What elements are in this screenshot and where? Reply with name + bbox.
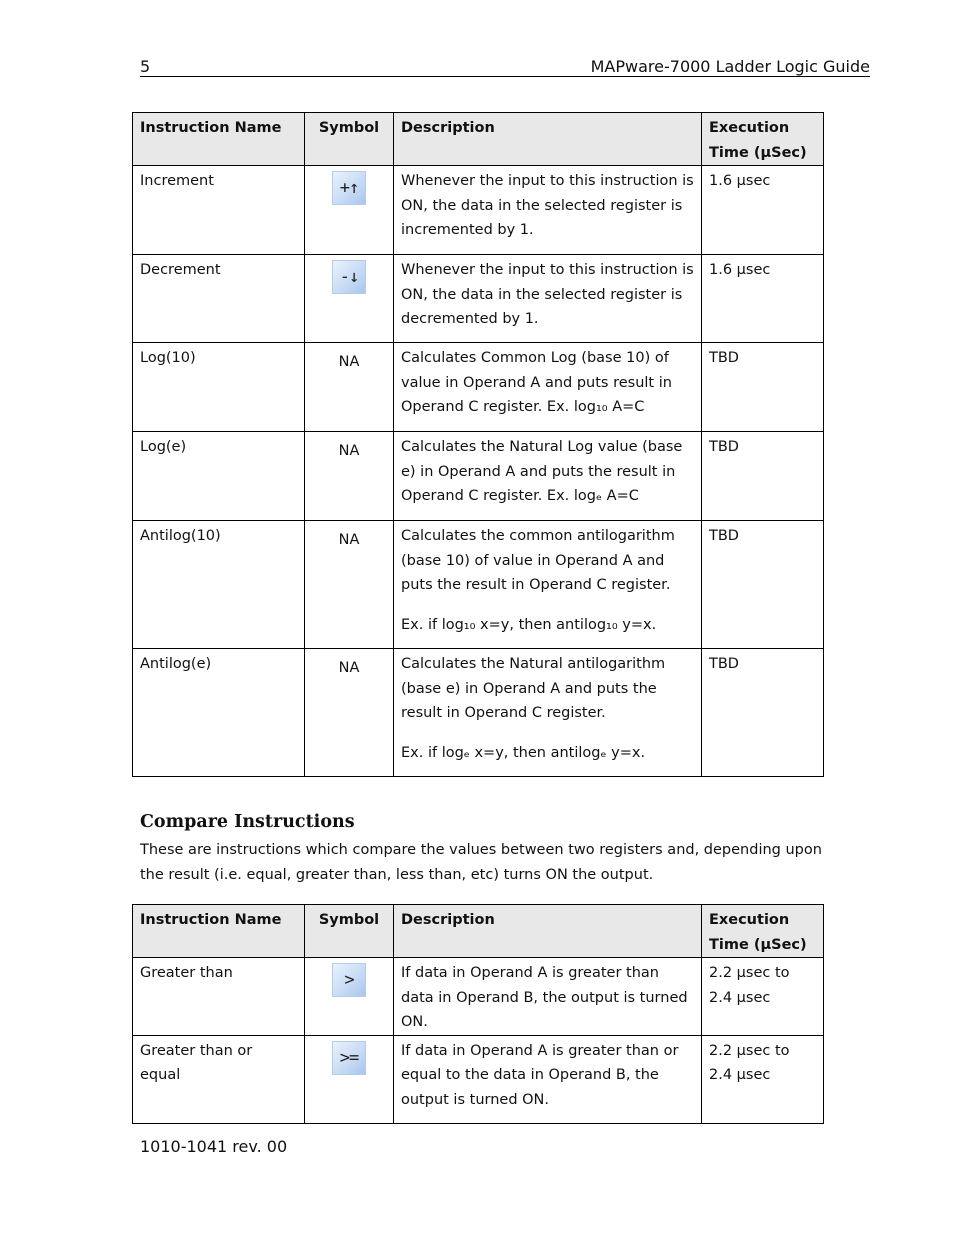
col-header-symbol: Symbol: [305, 905, 394, 958]
description-text: Whenever the input to this instruction is ON, the data in the selected register is incremented by 1.: [401, 173, 694, 238]
symbol-cell: [305, 343, 394, 432]
instruction-name: Antilog(e): [133, 649, 305, 777]
execution-time: 2.2 µsec to 2.4 µsec: [702, 1035, 824, 1123]
symbol-cell: [305, 432, 394, 521]
col-header-time: Execution Time (µSec): [702, 905, 824, 958]
table-header-row: [133, 113, 824, 166]
instruction-table-compare: [132, 904, 824, 1124]
instruction-name: Greater than or equal: [133, 1035, 305, 1123]
execution-time: 1.6 µsec: [702, 255, 824, 343]
instruction-description: [394, 255, 702, 343]
table-row: [133, 255, 824, 343]
table-row: [133, 432, 824, 521]
col-header-name: Instruction Name: [133, 113, 305, 166]
description-text: Calculates Common Log (base 10) of value in Operand A and puts result in Operand C register. Ex. log₁₀ A=C: [401, 350, 672, 415]
table-row: [133, 649, 824, 777]
table-row: [133, 1035, 824, 1123]
description-text: Calculates the Natural Log value (base e) in Operand A and puts the result in Operand C register. Ex. logₑ A=C: [401, 439, 683, 504]
description-text: Whenever the input to this instruction is ON, the data in the selected register is decremented by 1.: [401, 262, 694, 327]
instruction-name: Log(10): [133, 343, 305, 432]
symbol-cell: [305, 166, 394, 255]
col-header-time: Execution Time (µSec): [702, 113, 824, 166]
page-footer: 1010-1041 rev. 00: [140, 1137, 288, 1156]
execution-time: 2.2 µsec to 2.4 µsec: [702, 958, 824, 1036]
section-description: These are instructions which compare the values between two registers and, depending upon the result (i.e. equal, greater than, less than, etc) turns ON the output.: [140, 842, 822, 883]
description-example: Ex. if log₁₀ x=y, then antilog₁₀ y=x.: [401, 616, 657, 633]
document-title: MAPware-7000 Ladder Logic Guide: [590, 57, 870, 76]
table-row: [133, 166, 824, 255]
symbol-cell: [305, 958, 394, 1036]
page-header: [140, 56, 870, 77]
symbol-cell: [305, 521, 394, 649]
description-text: If data in Operand A is greater than data in Operand B, the output is turned ON.: [401, 965, 688, 1030]
symbol-na: NA: [338, 532, 360, 548]
instruction-description: [394, 432, 702, 521]
execution-time: TBD: [702, 521, 824, 649]
instruction-name: Log(e): [133, 432, 305, 521]
greater-equal-icon: >=: [332, 1041, 366, 1075]
execution-time: TBD: [702, 432, 824, 521]
instruction-description: [394, 958, 702, 1036]
instruction-description: [394, 166, 702, 255]
instruction-description: [394, 343, 702, 432]
instruction-name: Antilog(10): [133, 521, 305, 649]
section-title: Compare Instructions: [140, 812, 355, 832]
instruction-description: [394, 1035, 702, 1123]
instruction-name: Increment: [133, 166, 305, 255]
instruction-description: [394, 521, 702, 649]
table-row: [133, 958, 824, 1036]
instruction-description: [394, 649, 702, 777]
increment-icon: +↑: [332, 171, 366, 205]
col-header-description: Description: [394, 113, 702, 166]
instruction-name: Decrement: [133, 255, 305, 343]
table-row: [133, 521, 824, 649]
description-example: Ex. if logₑ x=y, then antilogₑ y=x.: [401, 744, 646, 761]
col-header-name: Instruction Name: [133, 905, 305, 958]
description-text: If data in Operand A is greater than or equal to the data in Operand B, the output is turned ON.: [401, 1042, 679, 1108]
instruction-name: Greater than: [133, 958, 305, 1036]
execution-time: TBD: [702, 343, 824, 432]
instruction-table-math: [132, 112, 824, 777]
symbol-cell: [305, 1035, 394, 1123]
symbol-na: NA: [338, 354, 360, 370]
description-text: Calculates the common antilogarithm (base 10) of value in Operand A and puts the result in Operand C register.: [401, 528, 675, 593]
decrement-icon: -↓: [332, 260, 366, 294]
greater-than-icon: >: [332, 963, 366, 997]
symbol-cell: [305, 649, 394, 777]
page-number: 5: [140, 57, 151, 76]
execution-time: TBD: [702, 649, 824, 777]
description-text: Calculates the Natural antilogarithm (base e) in Operand A and puts the result in Operand C register.: [401, 656, 666, 721]
table-row: [133, 343, 824, 432]
col-header-description: Description: [394, 905, 702, 958]
symbol-cell: [305, 255, 394, 343]
execution-time: 1.6 µsec: [702, 166, 824, 255]
table-header-row: [133, 905, 824, 958]
symbol-na: NA: [338, 443, 360, 459]
col-header-symbol: Symbol: [305, 113, 394, 166]
symbol-na: NA: [338, 660, 360, 676]
